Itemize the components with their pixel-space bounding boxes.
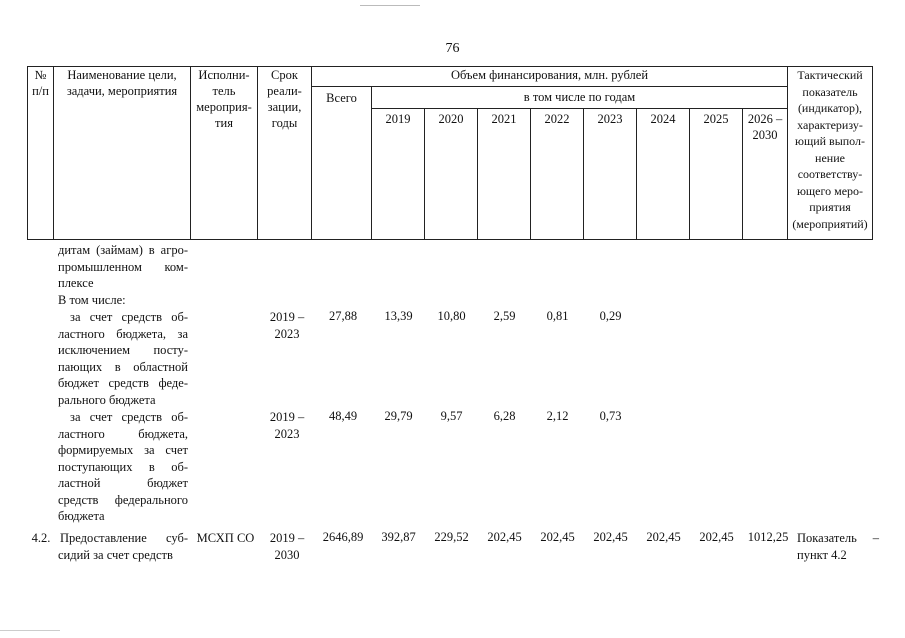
header-year: 2025	[690, 109, 743, 240]
header-year: 2024	[637, 109, 690, 240]
row-2-value: 29,79	[384, 409, 413, 423]
row-2-value: 9,57	[440, 409, 463, 423]
row-3-num: 4.2.	[31, 531, 51, 545]
continuation-text: дитам (займам) в агро-промышленном ком-плексе	[58, 243, 188, 290]
header-year: 2026 – 2030	[743, 109, 788, 240]
header-year: 2022	[531, 109, 584, 240]
header-year: 2023	[584, 109, 637, 240]
including-label: В том числе:	[58, 293, 126, 307]
row-1-value: 13,39	[384, 309, 413, 323]
scan-artifact	[360, 5, 420, 6]
row-3-value: 202,45	[487, 530, 522, 544]
row-3-value: 229,52	[434, 530, 469, 544]
header-name: Наименование цели, задачи, мероприятия	[54, 67, 191, 240]
row-3-total: 2646,89	[322, 530, 364, 544]
row-3-value: 202,45	[540, 530, 575, 544]
row-1-total: 27,88	[328, 309, 358, 323]
scan-artifact	[0, 630, 60, 631]
header-year: 2020	[425, 109, 478, 240]
row-1-name: за счет средств об-ластного бюджета, за исключением посту-пающих в областной бюджет средств феде-рального бюджета	[58, 310, 188, 407]
header-executor: Исполни-тель мероприя-тия	[191, 67, 258, 240]
row-2-value: 2,12	[546, 409, 569, 423]
header-num: № п/п	[28, 67, 54, 240]
row-3-value: 1012,25	[747, 530, 789, 544]
row-1-value: 0,81	[546, 309, 569, 323]
row-3-value: 392,87	[381, 530, 416, 544]
table-header	[27, 66, 873, 240]
row-1-value: 10,80	[437, 309, 466, 323]
row-2-term: 2019 – 2023	[269, 410, 305, 441]
row-1-value: 2,59	[493, 309, 516, 323]
row-3-value: 202,45	[593, 530, 628, 544]
header-total: Всего	[312, 87, 372, 240]
header-financing: Объем финансирования, млн. рублей	[312, 67, 788, 87]
header-term: Срок реали-зации, годы	[258, 67, 312, 240]
header-year: 2019	[372, 109, 425, 240]
row-3-name: Предоставление суб-сидий за счет средств	[58, 531, 188, 562]
row-3-value: 202,45	[699, 530, 734, 544]
row-2-total: 48,49	[328, 409, 358, 423]
row-2-name: за счет средств об-ластного бюджета, формируемых за счет поступающих в об-ластной бюджет средств федерального бюджета	[58, 410, 188, 523]
row-3-value: 202,45	[646, 530, 681, 544]
header-year: 2021	[478, 109, 531, 240]
row-2-value: 0,73	[599, 409, 622, 423]
row-1-value: 0,29	[599, 309, 622, 323]
header-indicator: Тактический показатель (индикатор), характеризу-ющий выпол-нение соответству-ющего меро-приятия (мероприятий)	[788, 67, 873, 240]
row-3-term: 2019 – 2030	[269, 531, 305, 562]
row-3-executor: МСХП СО	[196, 531, 255, 545]
row-1-term: 2019 – 2023	[269, 310, 305, 341]
row-3-indicator: Показатель – пункт 4.2	[797, 531, 879, 562]
page-number: 76	[445, 41, 460, 56]
header-by-years: в том числе по годам	[372, 87, 788, 109]
row-2-value: 6,28	[493, 409, 516, 423]
